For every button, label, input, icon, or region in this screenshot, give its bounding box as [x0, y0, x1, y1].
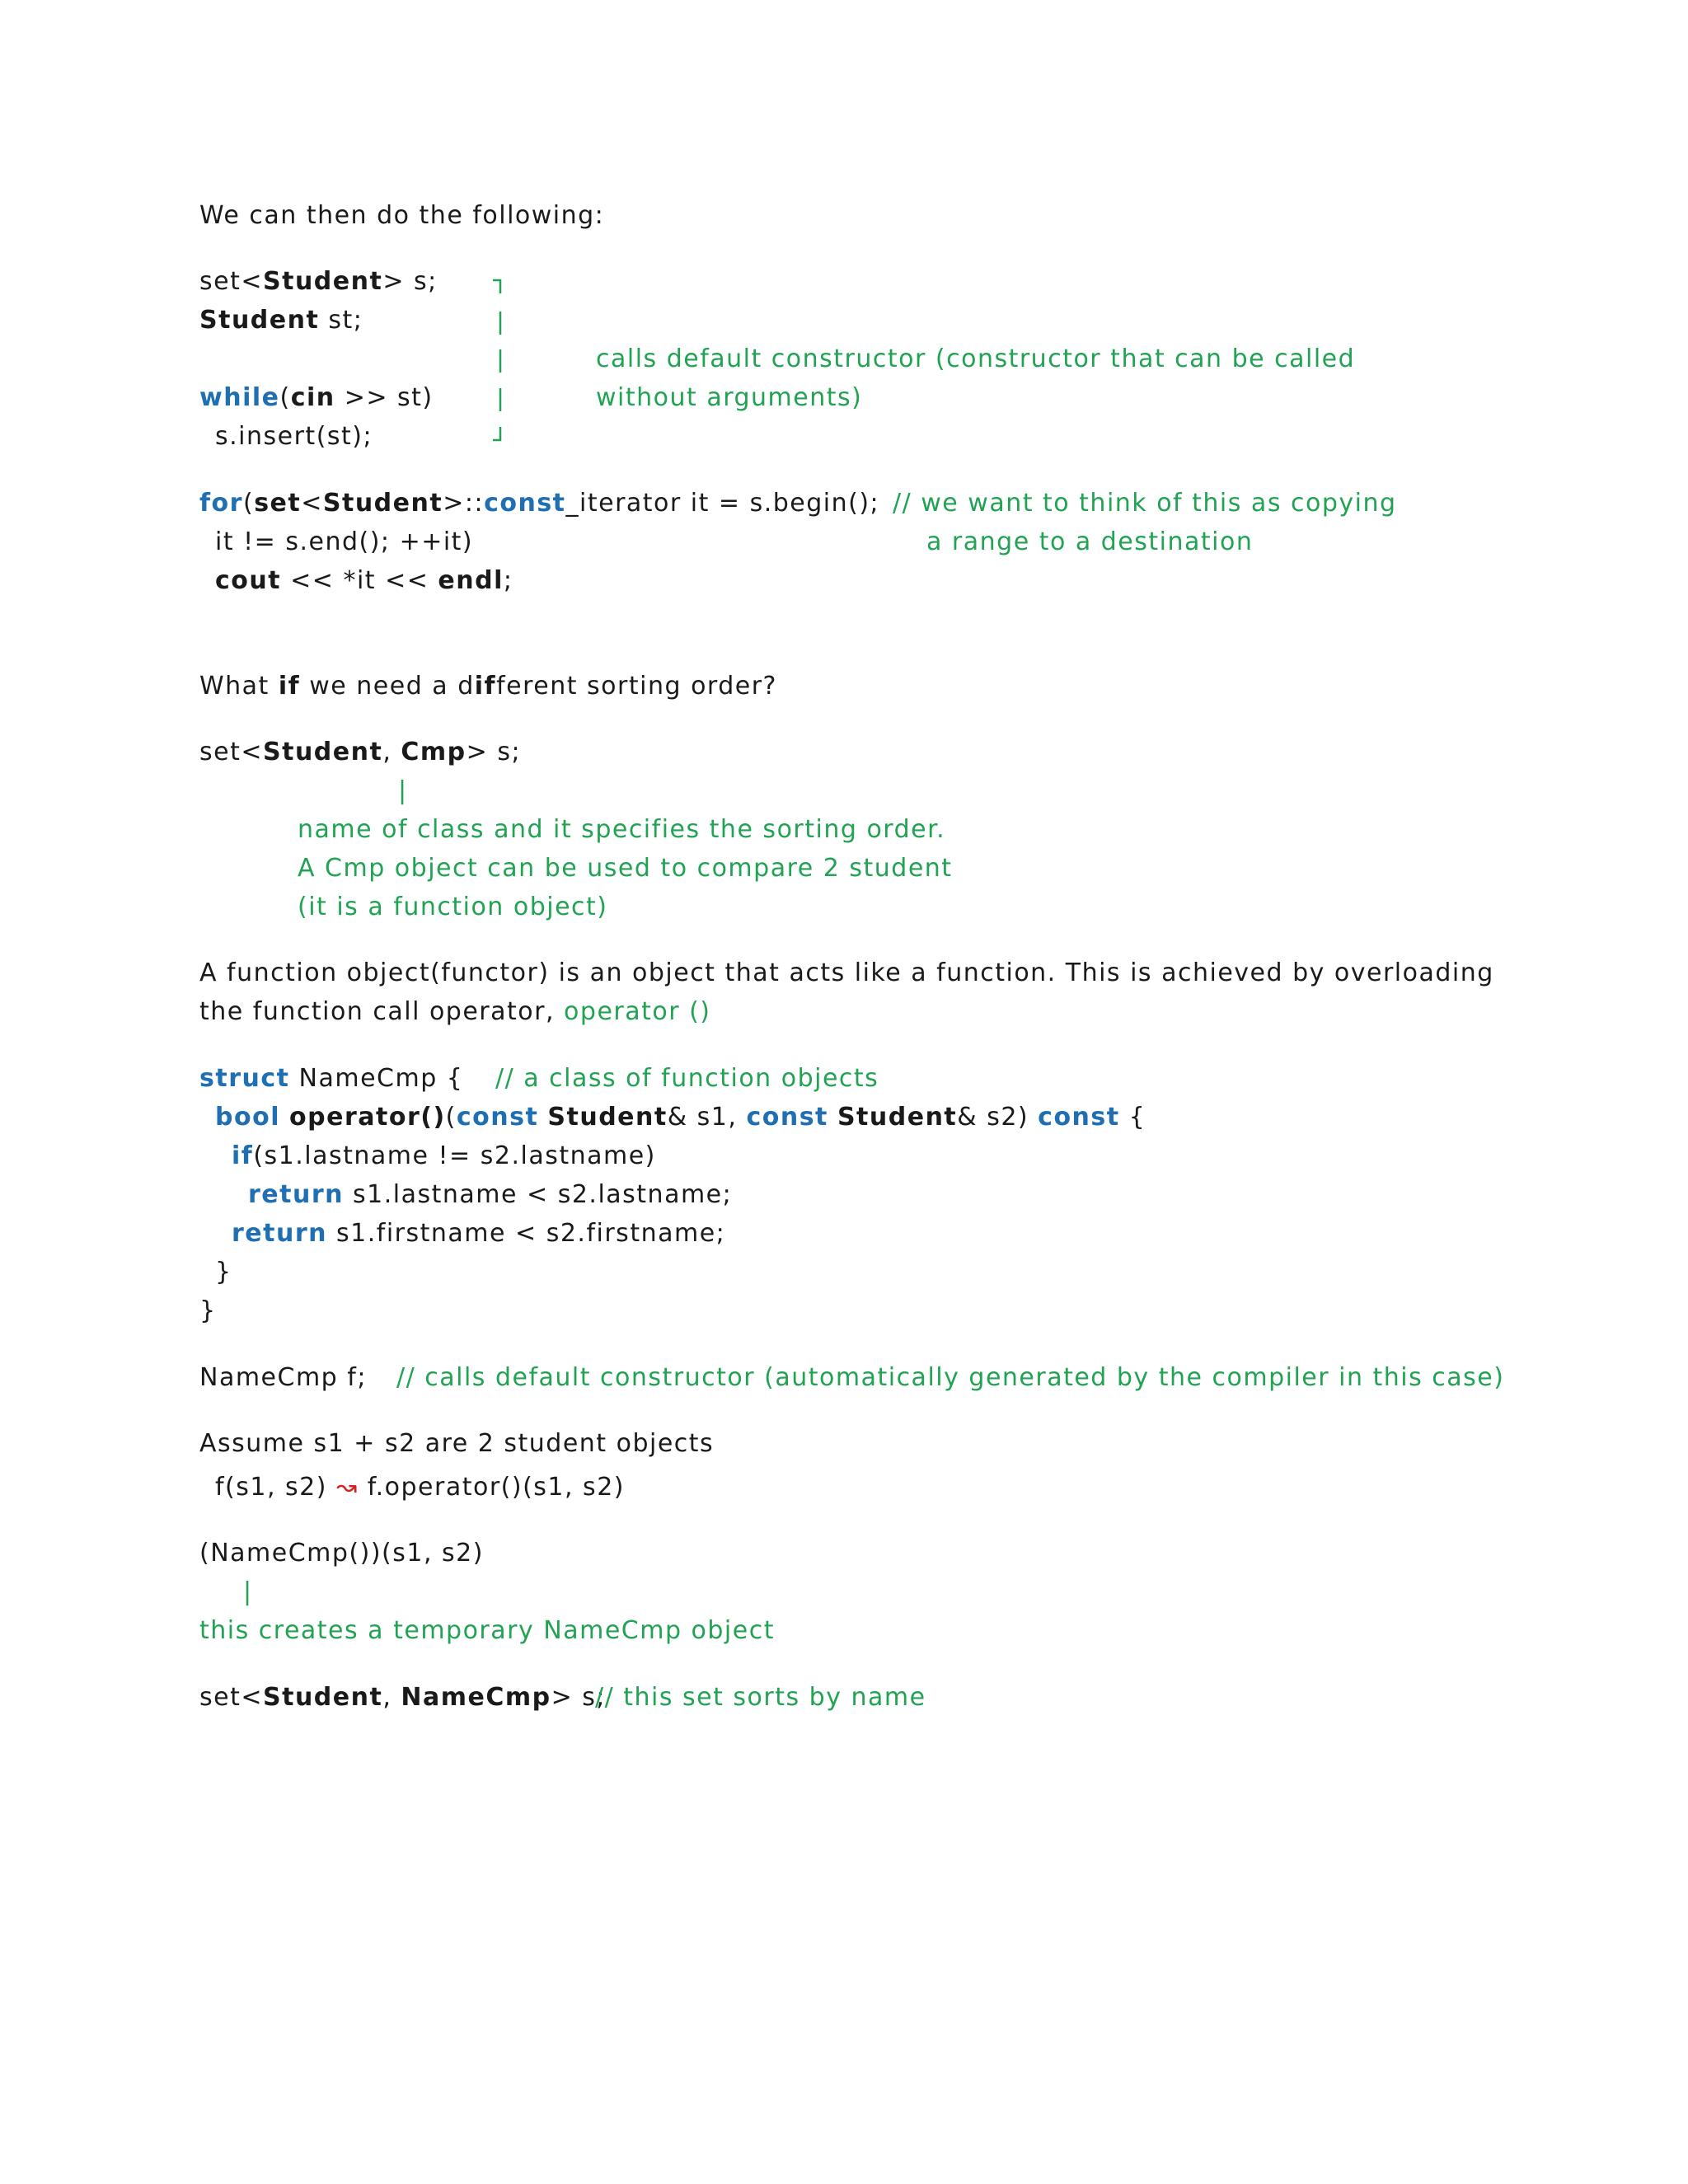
- code-line: cout << *it << endl;: [215, 566, 513, 595]
- code-comment: // this set sorts by name: [595, 1683, 926, 1712]
- annotation-note: name of class and it specifies the sorting order.: [298, 815, 946, 844]
- code-line: }: [215, 1258, 232, 1286]
- annotation-note: calls default constructor (constructor that can be called: [596, 344, 1356, 373]
- code-comment: // we want to think of this as copying: [893, 489, 1397, 518]
- code-line: (NameCmp())(s1, s2): [199, 1539, 484, 1568]
- code-line: struct NameCmp {: [199, 1064, 464, 1093]
- code-line: f(s1, s2) ↝ f.operator()(s1, s2): [215, 1473, 625, 1502]
- code-line: s.insert(st);: [215, 422, 373, 451]
- code-line: }: [199, 1296, 217, 1325]
- code-line: bool operator()(const Student& s1, const Student& s2) const {: [215, 1103, 1146, 1132]
- code-line: it != s.end(); ++it): [215, 527, 474, 556]
- annotation-pipe: |: [398, 776, 408, 805]
- code-line: set<Student, NameCmp> s;: [199, 1683, 607, 1712]
- code-line: return s1.firstname < s2.firstname;: [232, 1219, 726, 1248]
- paragraph-line: Assume s1 + s2 are 2 student objects: [199, 1429, 715, 1458]
- code-line: while(cin >> st): [199, 383, 434, 412]
- code-comment: // calls default constructor (automatically generated by the compiler in this case): [396, 1363, 1505, 1392]
- code-line: for(set<Student>::const_iterator it = s.begin();: [199, 489, 880, 518]
- annotation-note: A Cmp object can be used to compare 2 student: [298, 854, 953, 883]
- annotation-pipe: |: [243, 1577, 253, 1606]
- code-comment: a range to a destination: [926, 527, 1254, 556]
- paragraph-line: the function call operator, operator (): [199, 997, 711, 1026]
- paragraph-line: A function object(functor) is an object that acts like a function. This is achieved by overloading: [199, 958, 1494, 987]
- code-line: set<Student> s;: [199, 267, 438, 296]
- squiggle-arrow-icon: ↝: [336, 1473, 359, 1502]
- annotation-note: this creates a temporary NameCmp object: [199, 1616, 775, 1645]
- code-line: if(s1.lastname != s2.lastname): [232, 1141, 656, 1170]
- code-line: NameCmp f;: [199, 1363, 367, 1392]
- bracket-annotation: [490, 279, 507, 443]
- question-text: What if we need a different sorting order?: [199, 672, 777, 701]
- code-comment: // a class of function objects: [495, 1064, 879, 1093]
- intro-text: We can then do the following:: [199, 201, 605, 230]
- code-line: return s1.lastname < s2.lastname;: [248, 1180, 733, 1209]
- annotation-note: (it is a function object): [298, 893, 608, 921]
- annotation-note: without arguments): [596, 383, 863, 412]
- code-line: Student st;: [199, 306, 363, 335]
- code-line: set<Student, Cmp> s;: [199, 738, 522, 766]
